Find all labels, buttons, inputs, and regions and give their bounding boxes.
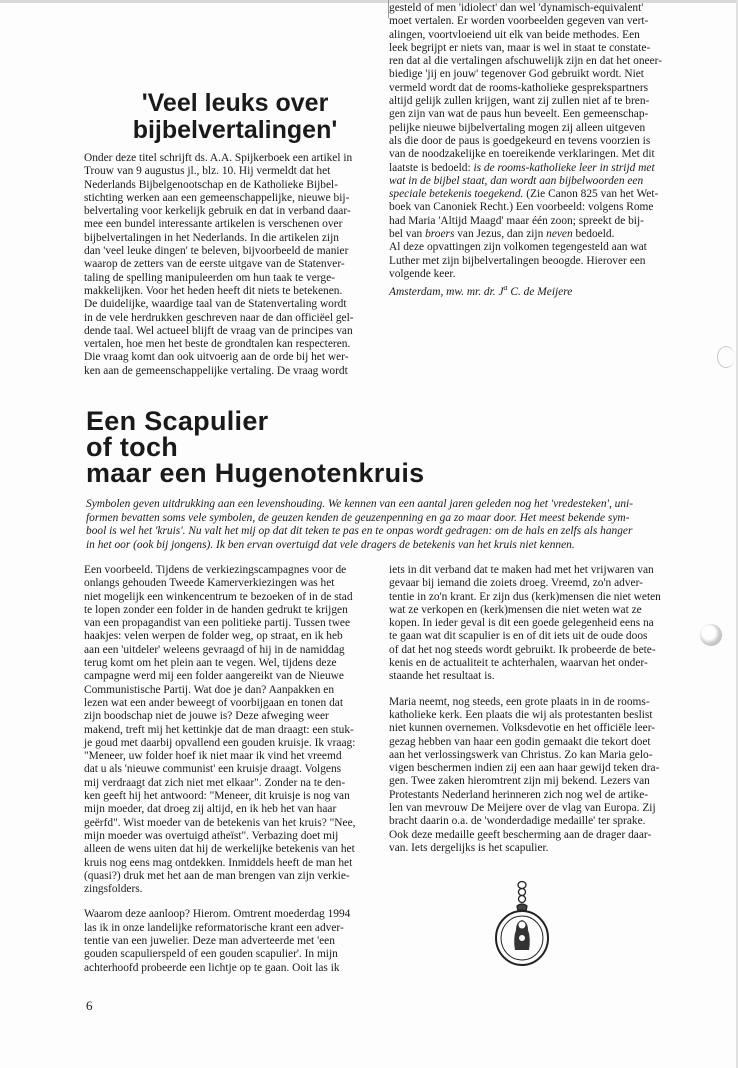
body-text-line: gesteld of men 'idiolect' dan wel 'dynamisch-equivalent': [389, 2, 644, 14]
body-text-line: in de vele herdrukken geschreven naar de dan officiëel gel-: [84, 311, 354, 324]
signature-sup: a: [503, 283, 508, 293]
body-text-line: Ook deze medaille geeft bescherming aan de drager daar-: [389, 828, 652, 841]
body-text-line: dat u als 'nieuwe communist' een kruisje draagt. Volgens: [84, 763, 342, 776]
body-text-line: van. Iets dergelijks is het scapulier.: [389, 841, 549, 854]
body-text-line: stichting werken aan een gemeenschappelijke, nieuwe bij-: [84, 191, 350, 204]
body-text-line: Trouw van 9 augustus jl., blz. 10. Hij vermeldt dat het: [84, 165, 331, 178]
article2-right-column: [389, 564, 675, 855]
body-text-line: las ik in onze landelijke reformatorische krant een adver-: [84, 921, 344, 934]
body-text-line: Een voorbeeld. Tijdens de verkiezingscampagnes voor de: [84, 564, 347, 576]
body-text-line: speciale betekenis toegekend. (Zie Canon 825 van het Wet-: [389, 188, 659, 201]
body-text-line: iets in dit verband dat te maken had met het vrijwaren van: [389, 564, 654, 576]
body-text-line: mij verdraagt dat zich niet met elkaar". Zonder na te den-: [84, 776, 346, 789]
article-title-bijbelvertalingen: [90, 90, 380, 144]
body-text-line: te gaan wat dit scapulier is en of dit iets uit de oude doos: [389, 630, 648, 643]
paragraph-gap: [84, 896, 382, 908]
body-text-line: Maria neemt, nog steeds, een grote plaats in in de rooms-: [389, 695, 650, 708]
body-text-line: niet mogelijk een winkencentrum te bezoeken of in de stad: [84, 590, 353, 603]
body-text-line: wat ze verkopen en (kerk)mensen die niet weten wat ze: [389, 603, 642, 616]
body-text-line: als die door de paus is goedgekeurd en tevens voorzien is: [389, 134, 651, 147]
body-text-line: haakjes: velen werpen de folder weg, op straat, en ik heb: [84, 630, 343, 643]
body-text-line: katholieke kerk. Een plaats die wij als protestanten beslist: [389, 708, 653, 721]
body-text-line: vigen beschermen indien zij een aan haar gewijd teken dra-: [389, 762, 660, 775]
body-text-line: kenis en de actualiteit te achterhalen, waarvan het onder-: [389, 657, 648, 670]
body-text-line: geërfd". Wist moeder van de betekenis van het kruis? "Nee,: [84, 816, 356, 829]
body-text-line: vermeld wordt dat de rooms-katholieke gesprekspartners: [389, 81, 649, 94]
intro-text-line: Symbolen geven uitdrukking aan een levenshouding. We kennen van een aantal jaren geleden nog het 'vredesteken', uni-: [86, 498, 634, 510]
body-text-line: zingsfolders.: [84, 883, 143, 896]
body-text-line: Luther met zijn bijbelvertalingen beoogde. Hierover een: [389, 254, 646, 267]
body-text-line: had Maria 'Altijd Maagd' maar één zoon; spreekt de bij-: [389, 214, 644, 227]
body-text-line: Protestants Nederland herinneren zich nog wel de artike-: [389, 788, 649, 801]
signature-text: C. de Meijere: [507, 286, 573, 299]
body-text-line: mee een bundel interessante artikelen is verschenen over: [84, 218, 343, 231]
body-text-line: aan het verlossingswerk van Christus. Zo kan Maria gelo-: [389, 748, 653, 761]
body-text-line: laatste is bedoeld: is de rooms-katholieke leer in strijd met: [389, 161, 655, 174]
title-line: bijbelvertalingen': [132, 116, 338, 144]
body-text-line: leek begrijpt er niets van, maar is wel in staat te constate-: [389, 41, 651, 54]
body-text-line: dende taal. Wel actueel blijft de vraag van de principes van: [84, 324, 353, 337]
body-text-line: altijd gelijk zullen krijgen, want zij zullen niet af te bren-: [389, 95, 650, 108]
body-text-line: je goud met daarbij opvallend een gouden kruisje. Ik vraag:: [84, 736, 356, 749]
body-text-line: waarop de zetters van de eerste uitgave van de Statenver-: [84, 258, 345, 271]
punch-hole: [700, 624, 722, 646]
body-text-line: makend, treft mij het kettinkje dat de man draagt: een stuk-: [84, 723, 354, 736]
body-text-line: kruis nog eens mag ontdekken. Inmiddels heeft de man het: [84, 856, 353, 869]
body-text-line: pelijke nieuwe bijbelvertaling mogen zij alleen uitgeven: [389, 121, 646, 134]
body-text-line: (quasi?) druk met het aan de man brengen van zijn verkie-: [84, 869, 350, 882]
body-text-line: tentie in zo'n krant. Er zijn dus (kerk)mensen die niet weten: [389, 590, 661, 603]
body-text-line: gen. Twee zaken hieromtrent zijn mij bekend. Lezers van: [389, 775, 650, 788]
body-text-line: achterhoofd probeerde een lichtje op te gaan. Ooit las ik: [84, 961, 340, 974]
body-text-line: wat in de bijbel staat, dan wordt aan bijbelwoorden een: [389, 174, 644, 187]
body-text-line: vertalen, hoe men het beste de grondtalen kan respecteren.: [84, 338, 351, 351]
intro-text-line: formen bevatten soms vele symbolen, de geuzen kenden de geuzenpenning en ga zo maar door. Het meest bekende sym-: [86, 511, 630, 524]
body-text-line: lezen wat een ander beweegt of voorbijgaan en tonen dat: [84, 696, 344, 709]
body-text-line: mijn moeder, dat droeg zij altijd, en ik heb het van haar: [84, 803, 337, 816]
body-text-line: boek van Canoniek Recht.) Een voorbeeld: volgens Rome: [389, 201, 654, 214]
body-text-line: van de noodzakelijke en toereikende verklaringen. Met dit: [389, 148, 655, 161]
body-text-line: volgende keer.: [389, 267, 456, 280]
article2-left-column: [84, 564, 382, 975]
body-text-line: Waarom deze aanloop? Hierom. Omtrent moederdag 1994: [84, 908, 351, 921]
body-text-line: gevaar bij iemand die zoiets droeg. Vreemd, zo'n adver-: [389, 577, 643, 590]
body-text-line: aan een 'uitdeler' weleens gevraagd of hij in de namiddag: [84, 643, 345, 656]
signature-text: Amsterdam, mw. mr. dr. J: [389, 286, 504, 299]
title-line: of toch: [86, 432, 179, 462]
body-text-line: "Meneer, uw folder hoef ik niet maar ik vind het vreemd: [84, 750, 342, 763]
body-text-line: Nederlands Bijbelgenootschap en de Katholieke Bijbel-: [84, 178, 338, 191]
intro-text-line: bool is wel het 'kruis'. Nu valt het mij op dat dit teken te pas en te onpas wordt gedragen: om de hals en zelfs als hanger: [86, 525, 633, 538]
body-text-line: moet vertalen. Er worden voorbeelden gegeven van vert-: [389, 15, 649, 28]
intro-text-line: in het oor (ook bij jongens). Ik ben ervan overtuigd dat vele dragers de betekenis van het kruis niet kennen.: [86, 538, 575, 551]
body-text-line: alleen de wens uiten dat hij de werkelijke betekenis van het: [84, 843, 355, 856]
body-text-line: gezag hebben van haar een godin gemaakt die tekort doet: [389, 735, 651, 748]
body-text-line: bijbelvertalingen in het Nederlands. In die artikelen zijn: [84, 231, 339, 244]
article1-signature: [389, 281, 675, 299]
body-text-line: ken aan de gemeenschappelijke vertaling. De vraag wordt: [84, 364, 348, 377]
body-text-line: ren dat al die vertalingen afschuwelijk zijn en dat het oneer-: [389, 55, 663, 68]
title-line: 'Veel leuks over: [141, 89, 329, 117]
body-text-line: tentie van een juwelier. Deze man adverteerde met 'een: [84, 935, 335, 948]
body-text-line: Die vraag komt dan ook uitvoerig aan de orde bij het wer-: [84, 351, 349, 364]
body-text-line: len van mevrouw De Meijere over de vlag van Europa. Zij: [389, 802, 656, 815]
body-text-line: van een propagandist van een politieke partij. Tussen twee: [84, 617, 351, 630]
article-title-scapulier: [86, 408, 486, 486]
body-text-line: biedige 'jij en jouw' tegenover God gebruikt wordt. Niet: [389, 68, 644, 81]
body-text-line: gouden scapulierspeld of een gouden scapulier'. In mijn: [84, 948, 338, 961]
body-text-line: campagne werd mij een folder aangereikt van de Nieuwe: [84, 670, 344, 683]
body-text-line: terug komt om het plein aan te vegen. Wel, tijdens deze: [84, 657, 337, 670]
body-text-line: alingen, voortvloeiend uit elk van beide methodes. Een: [389, 28, 640, 41]
body-text-line: belvertaling voor kerkelijk gebruik en dat in verband daar-: [84, 205, 351, 218]
page-number: 6: [86, 998, 93, 1013]
body-text-line: Al deze opvattingen zijn volkomen tegengesteld aan wat: [389, 241, 647, 254]
article1-right-column: [389, 2, 675, 299]
punch-hole-mark: [717, 346, 735, 368]
body-text-line: makkelijken. Voor het heden heeft dit niets te betekenen.: [84, 284, 343, 297]
body-text-line: kopen. In ieder geval is dit een goede gelegenheid eens na: [389, 617, 654, 630]
body-text-line: of dat het nog steeds wordt gebruikt. Ik probeerde de bete-: [389, 643, 656, 656]
scapular-medal-icon: [493, 880, 551, 968]
body-text-line: onlangs gehouden Tweede Kamerverkiezingen was het: [84, 577, 335, 590]
body-text-line: bracht daarin o.a. de 'wonderdadige medaille' ter sprake.: [389, 815, 646, 828]
body-text-line: mijn moeder was overtuigd atheïst". Verbazing doet mij: [84, 829, 339, 842]
body-text-line: te lopen zonder een folder in de handen gedrukt te krijgen: [84, 603, 348, 616]
paragraph-gap: [389, 684, 675, 696]
body-text-line: dan 'veel leuke dingen' te beleven, bijvoorbeeld de manier: [84, 245, 349, 258]
body-text-line: ken geeft hij het antwoord: "Meneer, dit kruisje is nog van: [84, 790, 350, 803]
body-text-line: gen zijn van wat de paus hun beveelt. Een gemeenschap-: [389, 108, 649, 121]
body-text-line: Communistische Partij. Wat doe je dan? Aanpakken en: [84, 683, 335, 696]
title-line: Een Scapulier: [86, 406, 269, 436]
body-text-line: taling de spelling manipuleerden om hun taak te verge-: [84, 271, 335, 284]
body-text-line: staande het resultaat is.: [389, 670, 495, 683]
title-line: maar een Hugenotenkruis: [86, 458, 425, 488]
article1-left-column: [84, 152, 382, 378]
body-text-line: niet kunnen overnemen. Volksdevotie en het officiële leer-: [389, 722, 656, 735]
body-text-line: De duidelijke, waardige taal van de Statenvertaling wordt: [84, 298, 347, 311]
body-text-line: zijn boodschap niet de jouwe is? Deze afweging weer: [84, 710, 329, 723]
body-text-line: Onder deze titel schrijft ds. A.A. Spijkerboek een artikel in: [84, 152, 353, 164]
body-text-line: bel van broers van Jezus, dan zijn neven bedoeld.: [389, 228, 615, 241]
article2-intro: [86, 498, 686, 552]
